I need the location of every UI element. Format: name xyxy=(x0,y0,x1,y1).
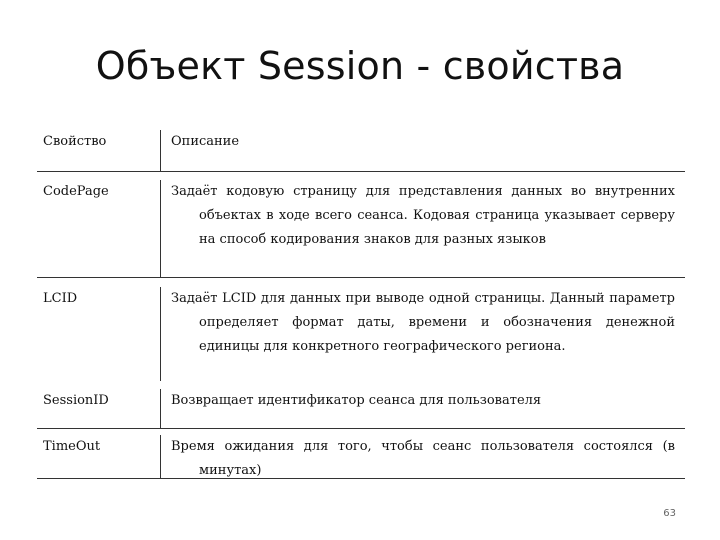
property-name: SessionID xyxy=(37,389,161,428)
property-description-cell xyxy=(161,389,685,428)
property-name: LCID xyxy=(37,287,161,381)
property-description: Время ожидания для того, чтобы сеанс пользователя состоялся (в минутах) xyxy=(171,439,675,478)
table-row xyxy=(37,172,685,278)
properties-table xyxy=(37,121,685,479)
page-number: 63 xyxy=(663,508,676,519)
slide-title: Объект Session - свойства xyxy=(95,44,625,88)
header-description: Описание xyxy=(171,134,240,149)
header-property: Свойство xyxy=(37,130,161,171)
property-description-cell xyxy=(161,287,685,381)
table-row xyxy=(37,278,685,381)
property-description: Возвращает идентификатор сеанса для пользователя xyxy=(171,393,542,408)
table-row xyxy=(37,381,685,429)
property-description-cell xyxy=(161,180,685,277)
table-header-row xyxy=(37,121,685,172)
property-name: TimeOut xyxy=(37,435,161,478)
property-description: Задаёт кодовую страницу для представления данных во внутренних объектах в ходе всего сеанса. Кодовая страница указывает серверу на способ кодирования знаков для разных языков xyxy=(171,184,675,247)
property-description-cell xyxy=(161,435,685,478)
property-description: Задаёт LCID для данных при выводе одной страницы. Данный параметр определяет формат даты, времени и обозначения денежной единицы для конкретного географического региона. xyxy=(171,291,675,354)
table-row xyxy=(37,429,685,479)
property-name: CodePage xyxy=(37,180,161,277)
